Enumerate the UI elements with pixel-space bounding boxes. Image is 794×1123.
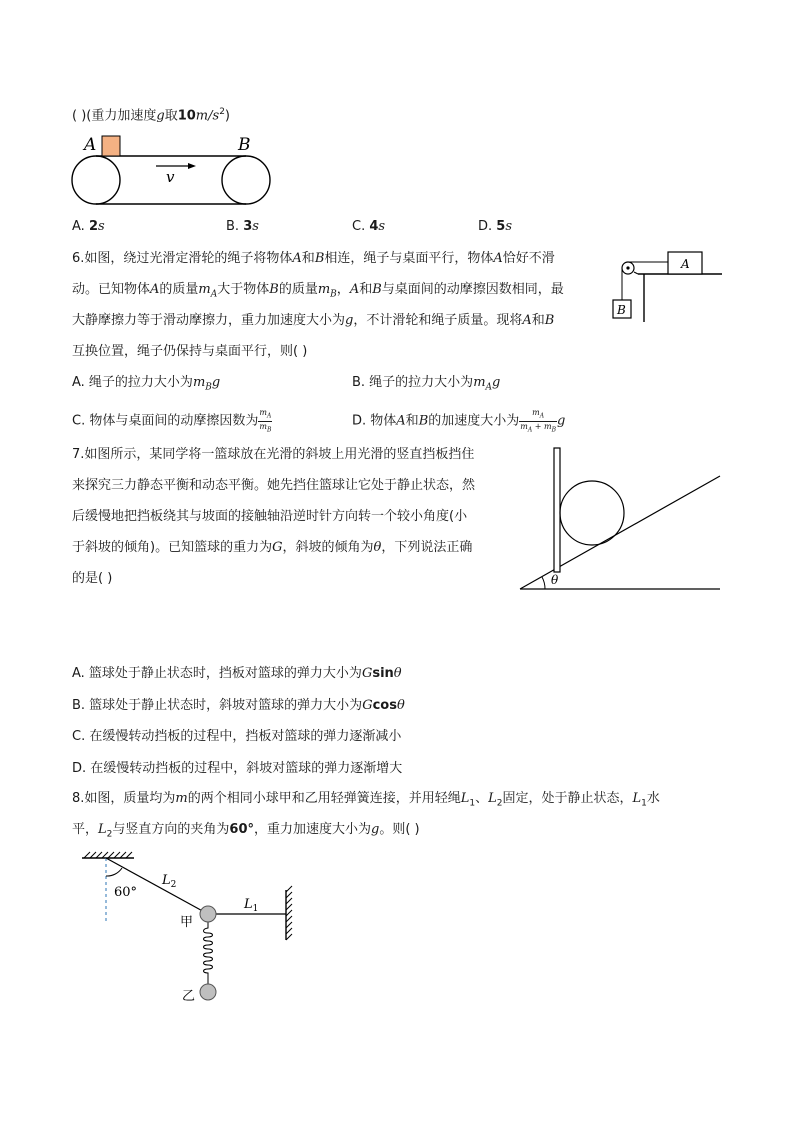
ball-jia xyxy=(200,906,216,922)
baffle-board xyxy=(554,448,560,572)
l2-label: $L_2$ xyxy=(162,873,177,890)
q7-option-c[interactable]: C. 在缓慢转动挡板的过程中，挡板对篮球的弹力逐渐减小 xyxy=(72,729,402,744)
q6-line-2: 动。已知物体A的质量$m_A$大于物体B的质量$m_B$，A和B与桌面间的动摩擦因数相同，最 xyxy=(72,282,564,300)
q7-line-3: 后缓慢地把挡板绕其与坡面的接触轴沿逆时针方向转一个较小角度(小 xyxy=(72,509,468,524)
label-yi: 乙 xyxy=(182,989,196,1004)
label-jia: 甲 xyxy=(180,915,194,930)
pulley-bracket xyxy=(634,272,638,274)
q6-option-c[interactable]: C. 物体与桌面间的动摩擦因数为 $\frac{m_A}{m_B}$ xyxy=(72,408,272,434)
theta-label: θ xyxy=(551,573,559,587)
q5-option-a[interactable]: A. 2s xyxy=(72,219,105,234)
angle-arc xyxy=(106,868,122,876)
q7-incline-figure xyxy=(515,444,723,594)
basketball xyxy=(560,481,624,545)
q5-option-d[interactable]: D. 5s xyxy=(478,219,513,234)
q6-option-b[interactable]: B. 绳子的拉力大小为$m_Ag$ xyxy=(352,375,501,393)
angle-arc xyxy=(542,577,545,589)
ball-yi xyxy=(200,984,216,1000)
q6-option-a[interactable]: A. 绳子的拉力大小为$m_Bg$ xyxy=(72,375,221,393)
q7-line-2: 来探究三力静态平衡和动态平衡。她先挡住篮球让它处于静止状态，然 xyxy=(72,478,476,493)
q7-line-1: 7.如图所示，某同学将一篮球放在光滑的斜坡上用光滑的竖直挡板挡住 xyxy=(72,447,475,462)
q8-line-2: 平，$L_2$与竖直方向的夹角为60°，重力加速度大小为g。则( ) xyxy=(72,822,420,840)
label-b: B xyxy=(238,135,251,155)
right-pulley xyxy=(222,156,270,204)
q7-option-d[interactable]: D. 在缓慢转动挡板的过程中，斜坡对篮球的弹力逐渐增大 xyxy=(72,761,403,776)
velocity-arrowhead xyxy=(188,163,196,169)
incline-line xyxy=(520,476,720,589)
spring xyxy=(204,922,213,984)
l1-label: $L_1$ xyxy=(244,897,259,914)
pulley-axle xyxy=(626,266,629,269)
q6-line-4: 互换位置，绳子仍保持与桌面平行，则( ) xyxy=(72,344,308,359)
angle-label: 60° xyxy=(114,885,138,900)
q5-option-b[interactable]: B. 3s xyxy=(226,219,259,234)
label-a: A xyxy=(84,135,97,155)
q7-line-5: 的是( ) xyxy=(72,571,113,586)
q6-line-3: 大静摩擦力等于滑动摩擦力，重力加速度大小为g，不计滑轮和绳子质量。现将A和B xyxy=(72,313,555,328)
q8-line-1: 8.如图，质量均为m的两个相同小球甲和乙用轻弹簧连接，并用轻绳$L_1$、$L_2$固定，处于静止状态，$L_1$水 xyxy=(72,791,660,809)
wall-hatch xyxy=(286,886,292,940)
q6-line-1: 6.如图，绕过光滑定滑轮的绳子将物体A和B相连，绳子与桌面平行，物体A恰好不滑 xyxy=(72,251,555,266)
fraction: $\frac{m_A}{m_A + m_B}$ xyxy=(520,408,557,434)
q6-option-d[interactable]: D. 物体A和B的加速度大小为 $\frac{m_A}{m_A + m_B}$ g xyxy=(352,408,566,434)
q8-spring-figure xyxy=(78,850,298,1008)
label-v: v xyxy=(166,168,175,186)
q5-option-c[interactable]: C. 4s xyxy=(352,219,386,234)
q7-option-a[interactable]: A. 篮球处于静止状态时，挡板对篮球的弹力大小为Gsinθ xyxy=(72,666,402,681)
block-a xyxy=(102,136,120,156)
q6-pulley-figure xyxy=(608,248,723,324)
ceiling-hatch xyxy=(84,852,132,858)
label-a: A xyxy=(681,257,690,271)
q7-option-b[interactable]: B. 篮球处于静止状态时，斜坡对篮球的弹力大小为Gcosθ xyxy=(72,698,405,713)
q7-line-4: 于斜坡的倾角)。已知篮球的重力为G，斜坡的倾角为θ，下列说法正确 xyxy=(72,540,473,555)
label-b: B xyxy=(617,303,626,317)
fraction: $\frac{m_A}{m_B}$ xyxy=(259,408,272,434)
q5-conveyor-figure xyxy=(70,128,280,212)
q5-stem: ( )(重力加速度g取$10m/s^2$) xyxy=(72,107,230,124)
left-pulley xyxy=(72,156,120,204)
